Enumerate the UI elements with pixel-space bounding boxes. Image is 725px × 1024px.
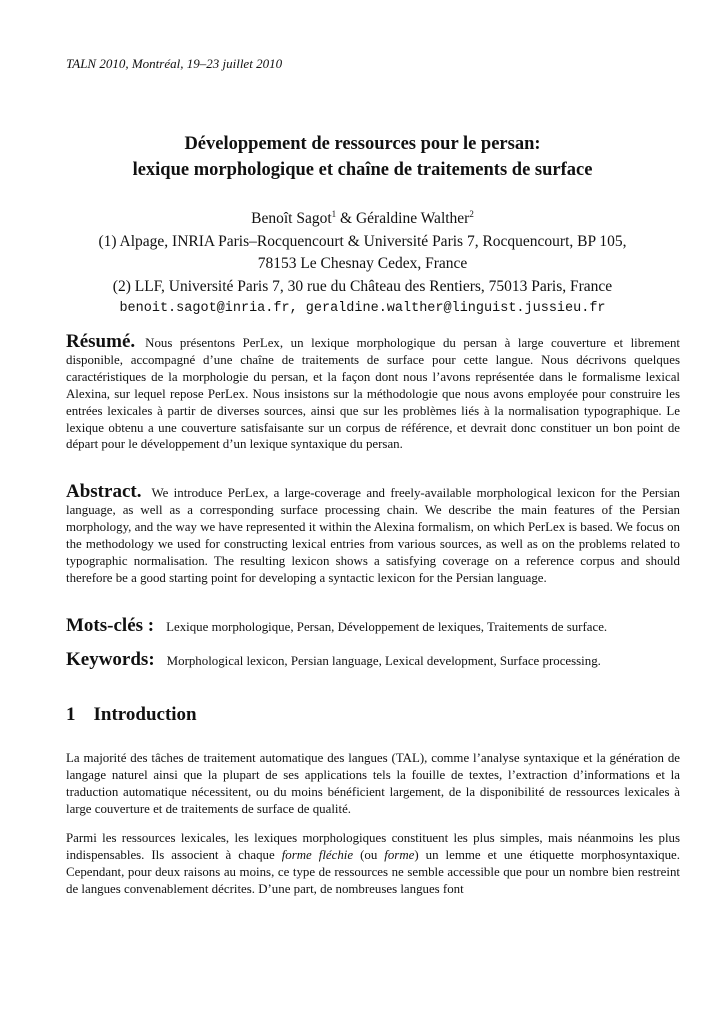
keywords-label: Keywords:: [66, 649, 155, 670]
mots-cles-block: [66, 615, 706, 637]
paragraph-2-part-b: (ou: [353, 848, 385, 862]
paragraph-1: [66, 750, 680, 818]
section-number: 1: [66, 704, 76, 725]
mots-cles-text: Lexique morphologique, Persan, Développement de lexiques, Traitements de surface.: [166, 620, 608, 634]
section-title: Introduction: [93, 704, 197, 725]
author-emails: benoit.sagot@inria.fr, geraldine.walther@linguist.jussieu.fr: [119, 301, 606, 316]
author-1-affil-mark: 1: [331, 209, 337, 219]
mots-cles-label: Mots-clés :: [66, 615, 155, 636]
term-forme: forme: [384, 848, 415, 862]
abstract-block: [66, 481, 680, 586]
author-connector: &: [336, 210, 356, 227]
paragraph-2-part-c: ) un lemme et une étiquette morphosyntaxique. Cependant, pour deux raisons au moins, ce type de ressources ne semble accessible que pour un nombre bien restreint de langues convenablement décrites. D’une part, de nombreuses langues font: [66, 848, 680, 896]
term-forme-flechie: forme fléchie: [281, 848, 354, 862]
paper-title: [40, 131, 685, 183]
author-2-affil-mark: 2: [469, 209, 474, 219]
paragraph-2-text: [66, 830, 680, 898]
resume-text: Nous présentons PerLex, un lexique morphologique du persan à large couverture et librement disponible, accompagné d’une chaîne de traitements de surface pour cette langue. Nous décrivons quelques caractéristiques de la morphologie du persan, et la façon dont nous l’avons représentée dans le formalisme lexical Alexina, sur lequel repose PerLex. Nous insistons sur la méthodologie que nous avons employée pour construire les entrées lexicales à partir de diverses sources, ainsi que sur les problèmes liés à la normalisation typographique. Le lexique obtenu a une couverture satisfaisante sur un corpus de référence, et devrait donc constituer un bon point de départ pour le développement d’un lexique syntaxique du persan.: [66, 336, 680, 452]
keywords-block: [66, 649, 706, 671]
paragraph-2: [66, 830, 680, 898]
keywords-text: Morphological lexicon, Persian language, Lexical development, Surface processing.: [166, 654, 601, 668]
resume-label: Résumé.: [66, 331, 136, 352]
author-block: [30, 208, 695, 321]
affiliation-2: (2) LLF, Université Paris 7, 30 rue du Château des Rentiers, 75013 Paris, France: [112, 277, 613, 295]
author-names: [30, 208, 695, 231]
title-line-1: Développement de ressources pour le persan:: [184, 134, 541, 154]
author-1: Benoît Sagot: [251, 210, 332, 227]
running-header: TALN 2010, Montréal, 19–23 juillet 2010: [66, 56, 283, 71]
abstract-label: Abstract.: [66, 481, 142, 502]
affiliation-1-line-2: 78153 Le Chesnay Cedex, France: [257, 255, 468, 272]
author-2: Géraldine Walther: [355, 210, 470, 227]
title-line-2: lexique morphologique et chaîne de traitements de surface: [132, 160, 593, 180]
resume-block: [66, 331, 680, 453]
abstract-text: We introduce PerLex, a large-coverage and freely-available morphological lexicon for the Persian language, as well as a corresponding surface processing chain. We describe the main features of the Persian morphology, and the way we have represented it within the Alexina formalism, on which PerLex is based. We focus on the methodology we used for constructing lexical entries from various sources, as well as on the problems related to typographic normalisation. The resulting lexicon shows a satisfying coverage on a reference corpus and should therefore be a good starting point for developing a syntactic lexicon for the Persian language.: [66, 486, 680, 585]
paragraph-1-text: La majorité des tâches de traitement automatique des langues (TAL), comme l’analyse syntaxique et la génération de langage naturel ainsi que la plupart de ses applications tels la fouille de textes, l’extraction d’informations et la traduction automatique nécessitent, ou du moins bénéficient largement, de la disponibilité de ressources lexicales à large couverture et de traitements de surface de qualité.: [66, 751, 680, 816]
affiliation-1-line-1: (1) Alpage, INRIA Paris–Rocquencourt & Université Paris 7, Rocquencourt, BP 105,: [98, 232, 627, 250]
section-heading: [66, 704, 197, 726]
paragraph-2-part-a: Parmi les ressources lexicales, les lexiques morphologiques constituent les plus simples, mais néanmoins les plus indispensables. Ils associent à chaque: [66, 831, 680, 862]
